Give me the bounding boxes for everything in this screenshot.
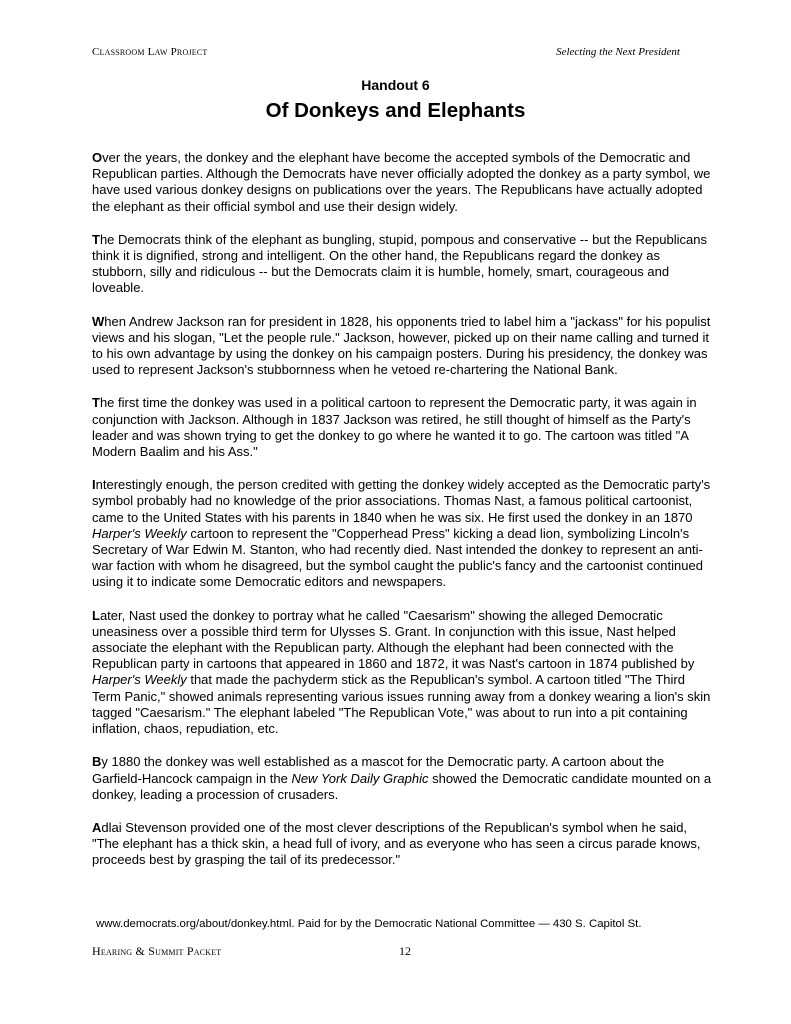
publication-title: Harper's Weekly — [92, 525, 187, 541]
paragraph — [92, 232, 714, 297]
source-credit: www.democrats.org/about/donkey.html. Paid for by the Democratic National Committee — 430 S. Capitol St. — [96, 918, 642, 930]
paragraph-text: ver the years, the donkey and the elephant have become the accepted symbols of the Democratic and Republican parties. Although the Democrats have never officially adopted the donkey as a party symbol, we have used various donkey designs on publications over the years. The Republicans have actually adopted the elephant as their official symbol and use their design widely. — [92, 150, 711, 214]
paragraph — [92, 150, 714, 215]
paragraph-initial: L — [92, 607, 100, 623]
paragraph — [92, 314, 714, 379]
page-title: Of Donkeys and Elephants — [265, 99, 526, 122]
paragraph-text: y 1880 the donkey was well established as a mascot for the Democratic party. A cartoon about the Garfield-Hancock campaign in the — [92, 754, 665, 786]
paragraph-initial: A — [92, 819, 102, 835]
running-header-left: Classroom Law Project — [92, 46, 208, 58]
paragraph-initial: O — [92, 150, 103, 165]
paragraph-text: dlai Stevenson provided one of the most clever descriptions of the Republican's symbol when he said, "The elephant has a thick skin, a head full of ivory, and as everyone who has seen a circus parade knows, proceeds best by grasping the tail of its predecessor." — [92, 819, 701, 868]
paragraph-initial: I — [92, 477, 96, 493]
paragraph-text: nterestingly enough, the person credited with getting the donkey widely accepted as the Democratic party's symbol probably had no knowledge of the prior associations. Thomas Nast, a famous political cartoonist, came to the United States with his parents in 1840 when he was six. He first used the donkey in an 1870 — [92, 477, 711, 525]
publication-title: New York Daily Graphic — [291, 770, 429, 786]
paragraph-text: he first time the donkey was used in a political cartoon to represent the Democratic party, it was again in conjunction with Jackson. Although in 1837 Jackson was retired, he still thought of himself as the Party's leader and was shown trying to get the donkey to go where he wanted it to go. The cartoon was titled "A Modern Baalim and his Ass." — [92, 395, 697, 460]
running-header-right: Selecting the Next President — [556, 46, 680, 58]
paragraph-text: cartoon to represent the "Copperhead Press" kicking a dead lion, symbolizing Lincoln's Secretary of War Edwin M. Stanton, who had recently died. Nast intended the donkey to represent an anti-war faction with whom he disagreed, but the symbol caught the public's fancy and the cartoonist continued using it to indicate some Democratic editors and newspapers. — [92, 525, 703, 590]
paragraph — [92, 820, 714, 869]
paragraph — [92, 395, 714, 460]
publication-title: Harper's Weekly — [92, 672, 187, 688]
running-footer-left: Hearing & Summit Packet — [92, 944, 222, 958]
paragraph-initial: T — [92, 231, 100, 247]
paragraph — [92, 477, 714, 590]
paragraph-text: hen Andrew Jackson ran for president in 1828, his opponents tried to label him a "jackass" for his populist views and his slogan, "Let the people rule." Jackson, however, picked up on their name calling and turned it to his own advantage by using the donkey on his campaign posters. During his presidency, the donkey was used to represent Jackson's stubbornness when he vetoed re-chartering the National Bank. — [92, 313, 711, 378]
page-number: 12 — [399, 944, 411, 958]
paragraph-text: ater, Nast used the donkey to portray what he called "Caesarism" showing the alleged Democratic uneasiness over a possible third term for Ulysses S. Grant. In conjunction with this issue, Nast helped associate the elephant with the Republican party. Although the elephant had been connected with the Republican party in cartoons that appeared in 1860 and 1872, it was Nast's cartoon in 1874 published by — [92, 607, 695, 672]
article-body — [92, 150, 714, 886]
paragraph-text: he Democrats think of the elephant as bungling, stupid, pompous and conservative -- but the Republicans think it is dignified, strong and intelligent. On the other hand, the Republicans regard the donkey as stubborn, silly and ridiculous -- but the Democrats claim it is humble, homely, smart, courageous and loveable. — [92, 231, 707, 296]
paragraph-initial: W — [92, 313, 105, 329]
paragraph — [92, 608, 714, 738]
paragraph — [92, 754, 714, 803]
paragraph-initial: T — [92, 395, 100, 411]
handout-label: Handout 6 — [361, 77, 430, 93]
paragraph-text: showed the Democratic candidate mounted on a donkey, leading a procession of crusaders. — [92, 770, 712, 802]
paragraph-text: that made the pachyderm stick as the Republican's symbol. A cartoon titled "The Third Term Panic," showed animals representing various issues running away from a donkey wearing a lion's skin tagged "Caesarism." The elephant labeled "The Republican Vote," was about to run into a pit containing inflation, chaos, repudiation, etc. — [92, 672, 711, 737]
paragraph-initial: B — [92, 754, 102, 770]
